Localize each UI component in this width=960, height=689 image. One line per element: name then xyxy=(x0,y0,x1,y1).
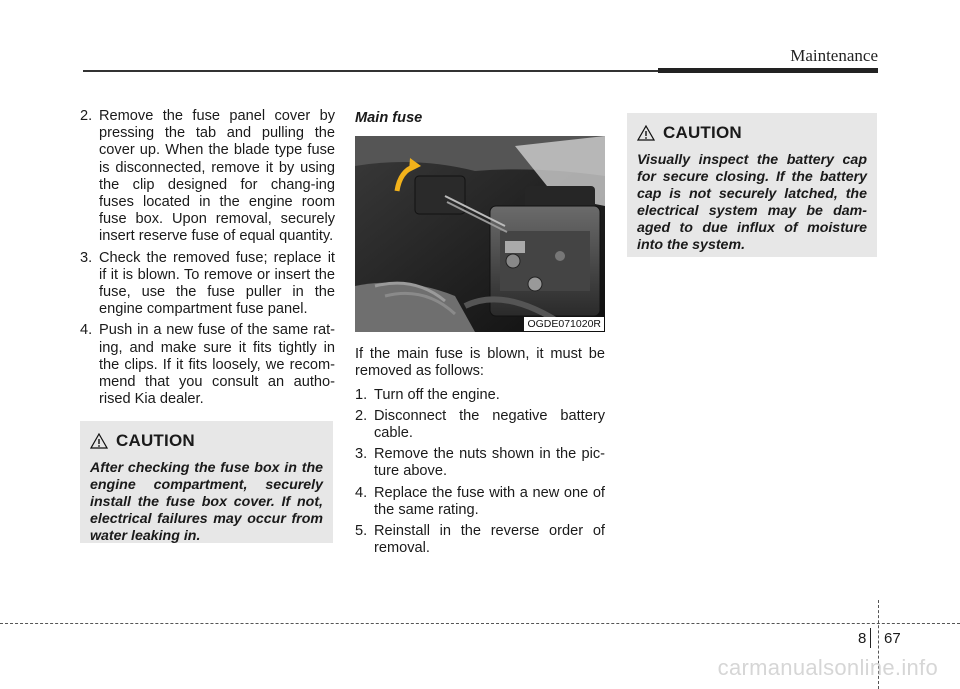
caution-title: CAUTION xyxy=(663,123,742,142)
warning-triangle-icon xyxy=(90,433,108,449)
step-number: 4. xyxy=(355,484,368,501)
step-item xyxy=(355,387,605,404)
warning-triangle-icon xyxy=(637,125,655,141)
step-number: 5. xyxy=(355,523,368,540)
step-item xyxy=(80,322,335,408)
header-rule-accent xyxy=(658,68,878,73)
step-text: Turn off the engine. xyxy=(374,386,500,403)
caution-text: After checking the fuse box in the engine compartment, securely install the fuse box cover. If not, electrical failures may occur from water leaking in. xyxy=(90,460,323,544)
caution-text: Visually inspect the battery cap for secure closing. If the battery cap is not securely latched, the electrical system may be dam-aged to due influx of moisture into the system. xyxy=(637,152,867,253)
left-column xyxy=(80,108,335,412)
step-item xyxy=(355,408,605,442)
watermark: carmanualsonline.info xyxy=(717,655,938,680)
caution-box-fuse-cover xyxy=(80,421,333,543)
step-text: Check the removed fuse; replace it if it is blown. To remove or insert the fuse, use the fuse puller in the engine compartment fuse panel. xyxy=(99,249,335,318)
caution-title: CAUTION xyxy=(116,431,195,450)
step-text: Remove the fuse panel cover by pressing the tab and pulling the cover up. When the blade type fuse is disconnected, remove it by using the clip designed for chang-ing fuses located in the engine room fuse box. Upon removal, securely insert reserve fuse of equal quantity. xyxy=(99,108,335,245)
main-fuse-heading: Main fuse xyxy=(355,110,423,126)
engine-fuse-photo xyxy=(355,136,605,332)
step-item xyxy=(355,485,605,519)
step-number: 3. xyxy=(355,446,368,463)
step-item xyxy=(355,446,605,480)
step-item xyxy=(355,523,605,557)
page-number-divider xyxy=(870,628,871,648)
page-number: 67 xyxy=(884,630,901,647)
step-text: Disconnect the negative battery cable. xyxy=(374,407,605,442)
step-text: Replace the fuse with a new one of the same rating. xyxy=(374,484,605,518)
step-number: 3. xyxy=(80,249,93,266)
footer-rule xyxy=(0,623,960,624)
chapter-number: 8 xyxy=(858,630,867,647)
photo-reference-code: OGDE071020R xyxy=(524,317,604,331)
intro-paragraph: If the main fuse is blown, it must be removed as follows: xyxy=(355,346,605,380)
caution-header xyxy=(90,431,323,451)
step-number: 2. xyxy=(80,108,93,124)
step-number: 1. xyxy=(355,386,368,403)
step-text: Push in a new fuse of the same rat-ing, and make sure it fits tightly in the clips. If it fits loosely, we recom-mend that you consult an autho-rised Kia dealer. xyxy=(99,322,335,408)
step-item xyxy=(80,108,335,246)
middle-column xyxy=(355,110,605,561)
section-title: Maintenance xyxy=(790,46,878,65)
step-number: 2. xyxy=(355,407,368,424)
step-text: Remove the nuts shown in the pic-ture above. xyxy=(374,446,605,480)
step-number: 4. xyxy=(80,322,93,339)
step-text: Reinstall in the reverse order of removal. xyxy=(374,523,605,557)
caution-box-battery-cap xyxy=(627,113,877,257)
step-item xyxy=(80,250,335,319)
engine-bay-illustration xyxy=(355,136,605,332)
caution-header xyxy=(637,123,867,143)
